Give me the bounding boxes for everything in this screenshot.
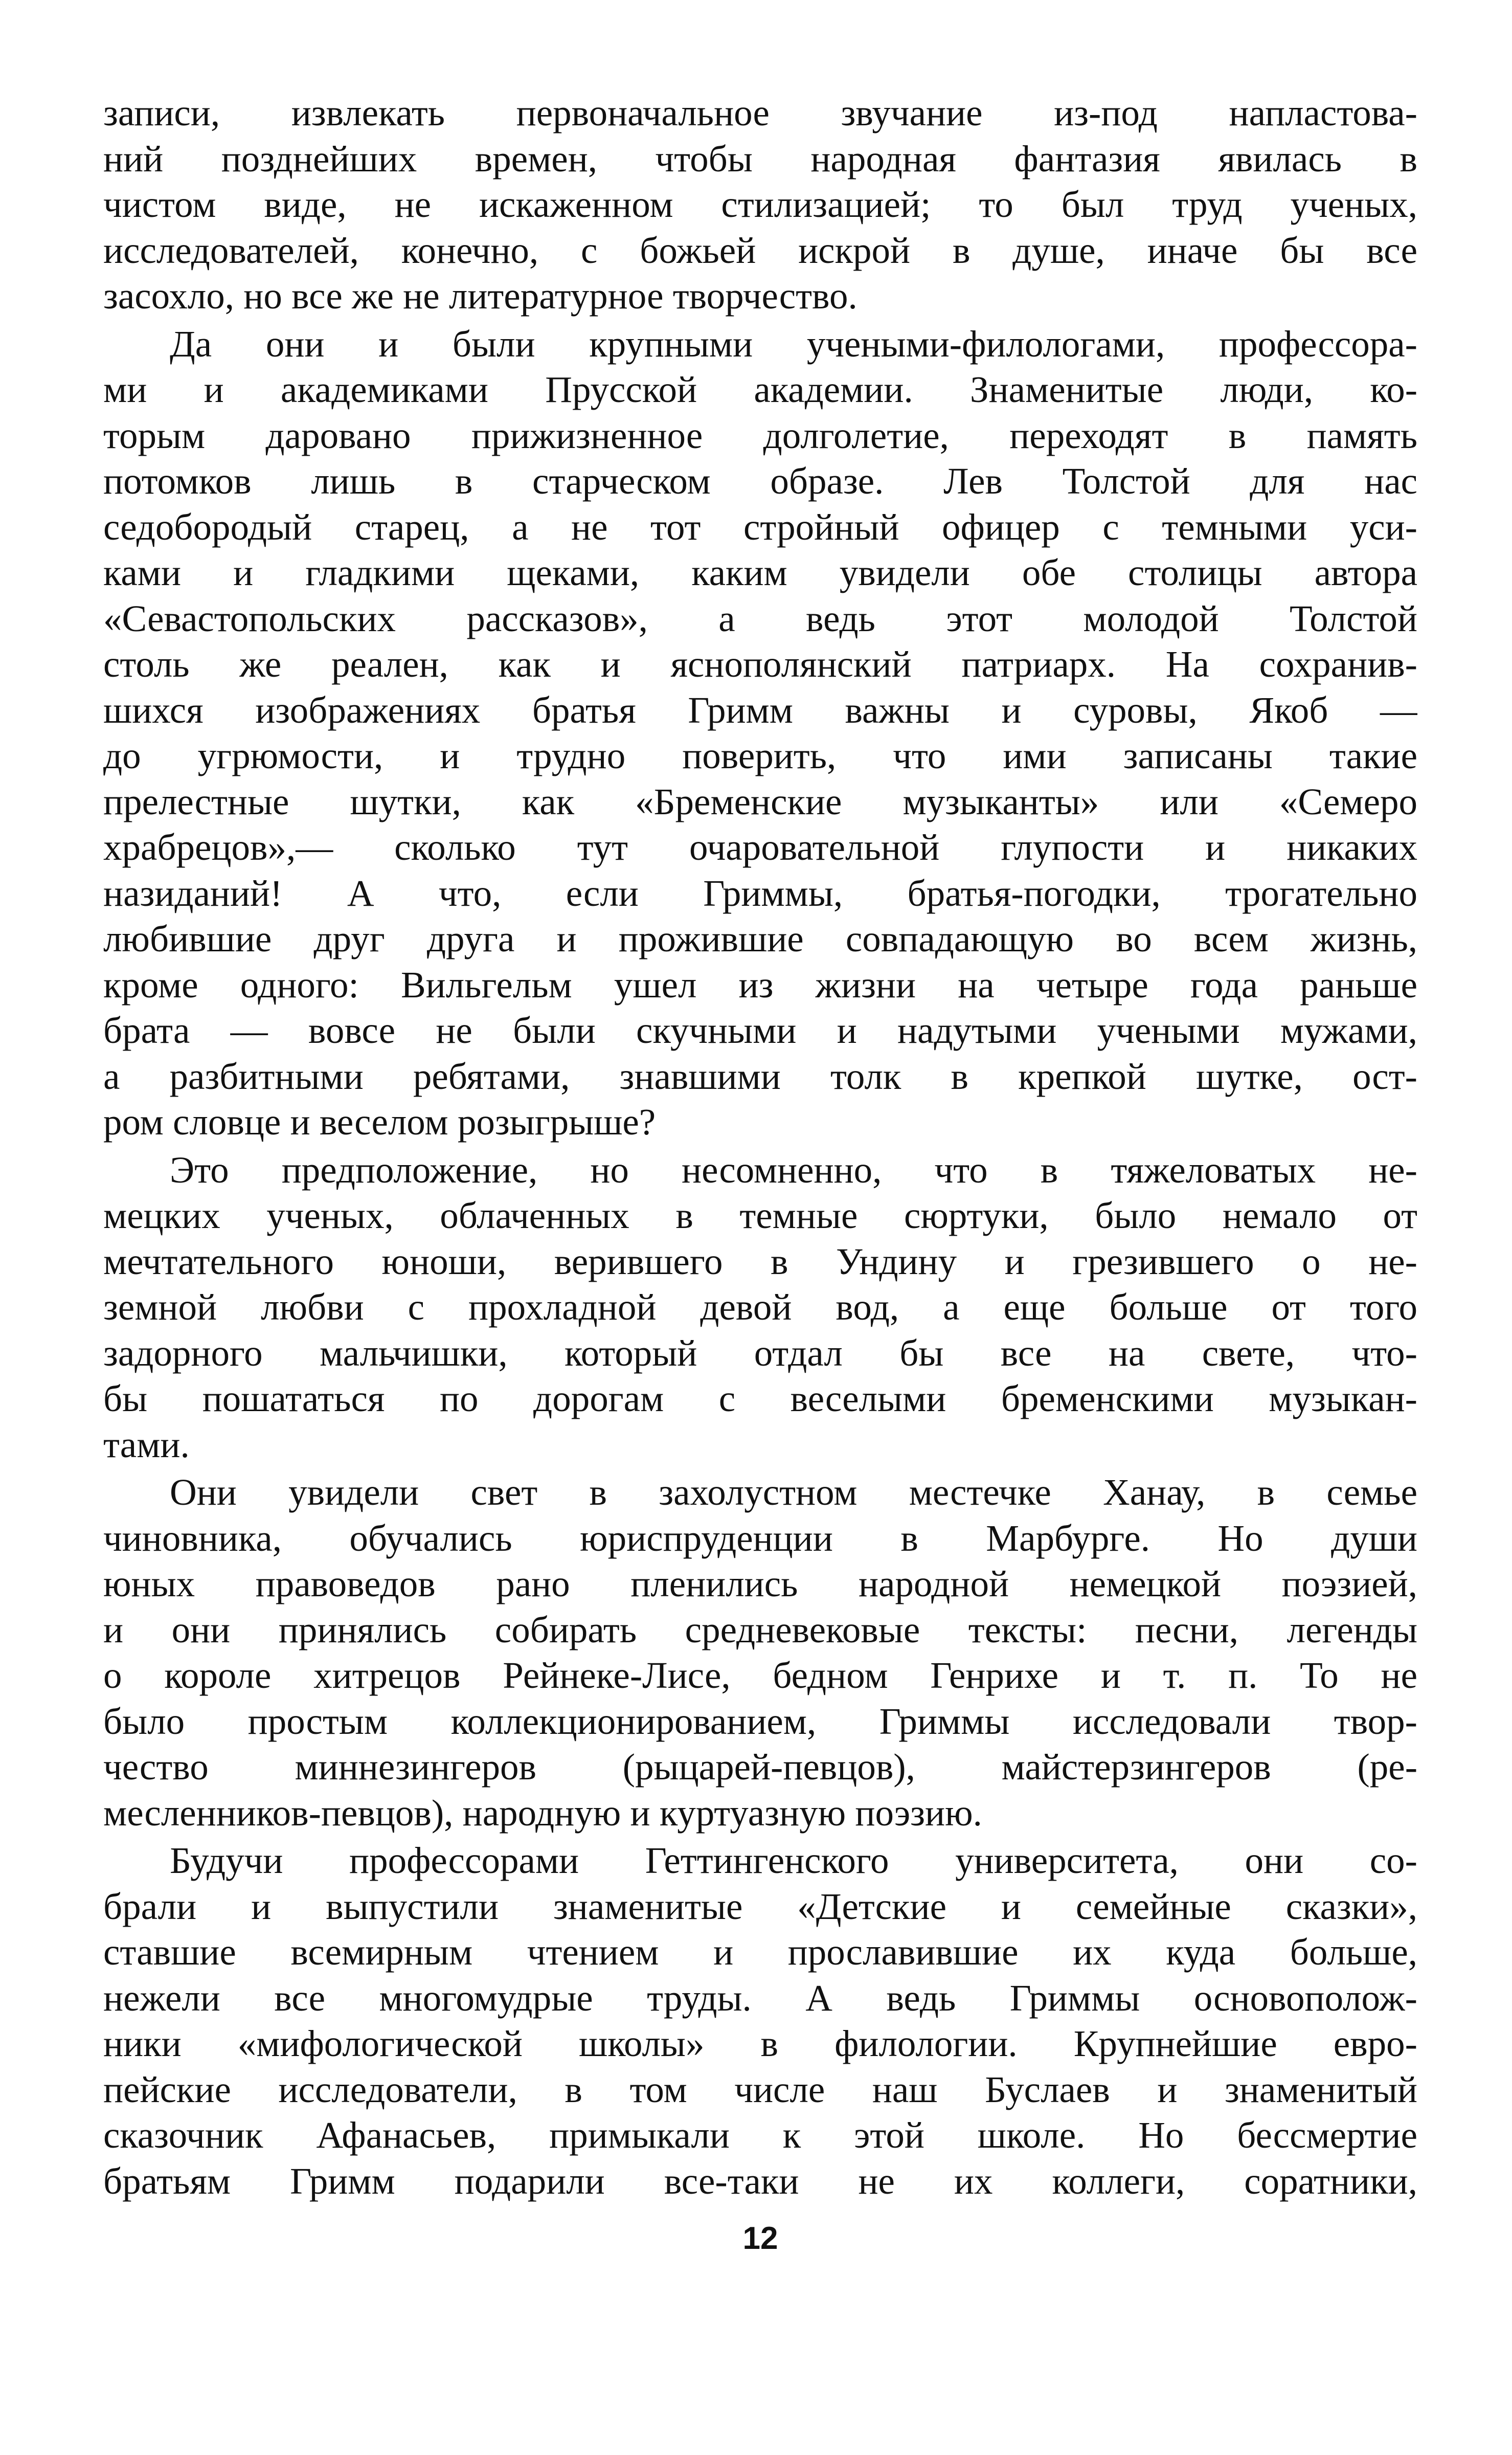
text-line: исследователей, конечно, с божьей искрой в душе, иначе бы все [103,229,1417,271]
text-line: до угрюмости, и трудно поверить, что ими записаны такие [103,735,1417,776]
text-line: и они принялись собирать средневековые тексты: песни, легенды [103,1609,1417,1650]
text-line: месленников-певцов), народную и куртуазную поэзию. [103,1792,982,1834]
text-line: засохло, но все же не литературное творчество. [103,275,857,317]
text-line: ми и академиками Прусской академии. Знаменитые люди, ко- [103,369,1417,410]
text-line: Да они и были крупными учеными-филологами, профессора- [170,323,1417,365]
text-line: торым даровано прижизненное долголетие, переходят в память [103,414,1417,456]
body-text [103,90,1417,2204]
text-line: любившие друг друга и прожившие совпадающую во всем жизнь, [103,918,1417,959]
text-line: храбрецов»,— сколько тут очаровательной глупости и никаких [103,827,1417,868]
text-line: о короле хитрецов Рейнеке-Лисе, бедном Генрихе и т. п. То не [103,1655,1417,1696]
paragraph [103,1147,1417,1468]
text-line: седобородый старец, а не тот стройный офицер с темными уси- [103,506,1417,548]
text-line: мецких ученых, облаченных в темные сюртуки, было немало от [103,1195,1417,1236]
text-line: назиданий! А что, если Гриммы, братья-погодки, трогательно [103,872,1417,914]
text-line: чество миннезингеров (рыцарей-певцов), майстерзингеров (ре- [103,1746,1417,1788]
text-line: задорного мальчишки, который отдал бы все на свете, что- [103,1332,1417,1374]
text-line: чиновника, обучались юриспруденции в Марбурге. Но души [103,1517,1417,1559]
text-line: шихся изображениях братья Гримм важны и суровы, Якоб — [103,689,1417,731]
text-line: сказочник Афанасьев, примыкали к этой школе. Но бессмертие [103,2114,1417,2156]
text-line: братьям Гримм подарили все-таки не их коллеги, соратники, [103,2160,1417,2202]
text-line: земной любви с прохладной девой вод, а еще больше от того [103,1286,1417,1328]
text-line: нежели все многомудрые труды. А ведь Гриммы основополож- [103,1977,1417,2019]
paragraph [103,1469,1417,1836]
text-line: кроме одного: Вильгельм ушел из жизни на четыре года раньше [103,964,1417,1006]
text-line: «Севастопольских рассказов», а ведь этот молодой Толстой [103,597,1417,639]
text-line: тами. [103,1423,190,1465]
paragraph [103,1838,1417,2204]
book-page [103,90,1417,2392]
text-line: было простым коллекционированием, Гриммы исследовали твор- [103,1700,1417,1742]
page-number: 12 [742,2221,778,2256]
text-line: брали и выпустили знаменитые «Детские и семейные сказки», [103,1885,1417,1927]
text-line: ставшие всемирным чтением и прославившие их куда больше, [103,1931,1417,1973]
text-line: юных правоведов рано пленились народной немецкой поэзией, [103,1563,1417,1604]
text-line: брата — вовсе не были скучными и надутыми учеными мужами, [103,1010,1417,1051]
text-line: столь же реален, как и яснополянский патриарх. На сохранив- [103,643,1417,685]
text-line: ром словце и веселом розыгрыше? [103,1101,656,1143]
text-line: бы пошататься по дорогам с веселыми бременскими музыкан- [103,1378,1417,1419]
text-line: чистом виде, не искаженном стилизацией; то был труд ученых, [103,184,1417,225]
text-line: а разбитными ребятами, знавшими толк в крепкой шутке, ост- [103,1055,1417,1097]
text-line: ний позднейших времен, чтобы народная фантазия явилась в [103,138,1417,180]
text-line: ники «мифологической школы» в филологии. Крупнейшие евро- [103,2023,1417,2064]
text-line: потомков лишь в старческом образе. Лев Толстой для нас [103,460,1417,502]
text-line: прелестные шутки, как «Бременские музыканты» или «Семеро [103,780,1417,822]
text-line: ками и гладкими щеками, каким увидели обе столицы автора [103,552,1417,593]
paragraph [103,90,1417,319]
text-line: мечтательного юноши, верившего в Ундину и грезившего о не- [103,1240,1417,1282]
text-line: записи, извлекать первоначальное звучание из-под напластова- [103,92,1417,133]
text-line: Будучи профессорами Геттингенского университета, они со- [170,1840,1417,1881]
text-line: Они увидели свет в захолустном местечке Ханау, в семье [170,1471,1417,1513]
paragraph [103,321,1417,1145]
text-line: пейские исследователи, в том числе наш Буслаев и знаменитый [103,2068,1417,2110]
text-line: Это предположение, но несомненно, что в тяжеловатых не- [170,1149,1417,1191]
